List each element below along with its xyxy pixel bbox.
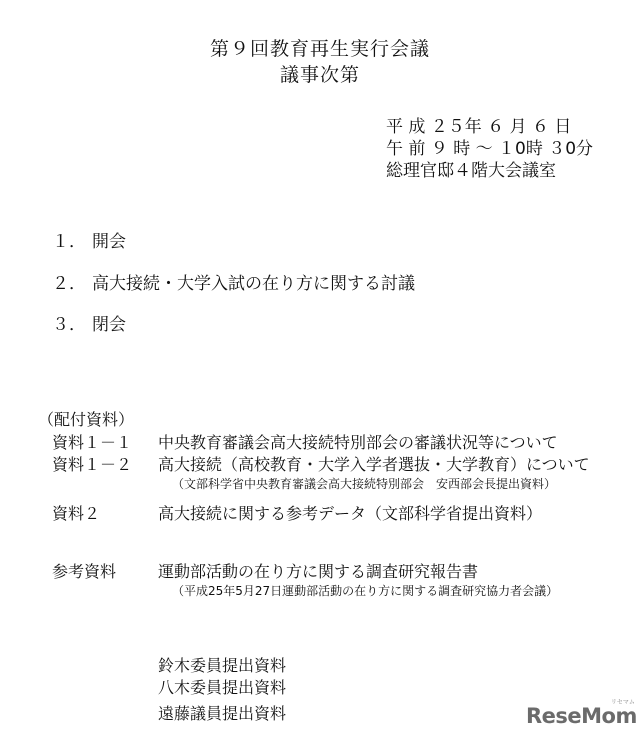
submission-item: 鈴木委員提出資料: [158, 656, 287, 675]
submission-item: 遠藤議員提出資料: [158, 704, 287, 723]
material-label: 資料２: [52, 504, 101, 523]
material-label: 資料１－１: [52, 433, 133, 452]
logo-text: ReseMom: [526, 704, 637, 728]
submission-item: 八木委員提出資料: [158, 678, 287, 697]
material-title: 運動部活動の在り方に関する調査研究報告書: [158, 562, 479, 581]
material-title: 中央教育審議会高大接続特別部会の審議状況等について: [158, 433, 558, 452]
material-label: 参考資料: [52, 562, 117, 581]
material-title: 高大接続に関する参考データ（文部科学省提出資料）: [158, 504, 543, 523]
document-subtitle: 議事次第: [279, 64, 360, 86]
material-title: 高大接続（高校教育・大学入学者選抜・大学教育）について: [158, 455, 590, 474]
agenda-number: １．: [52, 232, 86, 252]
agenda-item-closing: 閉会: [92, 315, 126, 335]
logo-kana: リセマム: [610, 699, 635, 706]
agenda-item-discussion: 高大接続・大学入試の在り方に関する討議: [92, 274, 415, 294]
agenda-number: ２．: [52, 274, 86, 294]
material-label: 資料１－２: [52, 455, 133, 474]
material-note: （平成25年5月27日運動部活動の在り方に関する調査研究協力者会議）: [172, 584, 559, 598]
meeting-date: 平 成 ２５年 ６ 月 ６ 日: [386, 117, 572, 137]
document-title: 第９回教育再生実行会議: [209, 38, 430, 60]
material-note: （文部科学省中央教育審議会高大接続特別部会 安西部会長提出資料）: [172, 477, 557, 491]
agenda-number: ３．: [52, 315, 86, 335]
agenda-item-opening: 開会: [92, 232, 126, 252]
meeting-time: 午 前 ９ 時 〜 １0時 ３0分: [386, 139, 594, 159]
materials-heading: （配付資料）: [38, 410, 135, 429]
meeting-venue: 総理官邸４階大会議室: [386, 161, 556, 181]
resemom-logo: [526, 699, 637, 728]
